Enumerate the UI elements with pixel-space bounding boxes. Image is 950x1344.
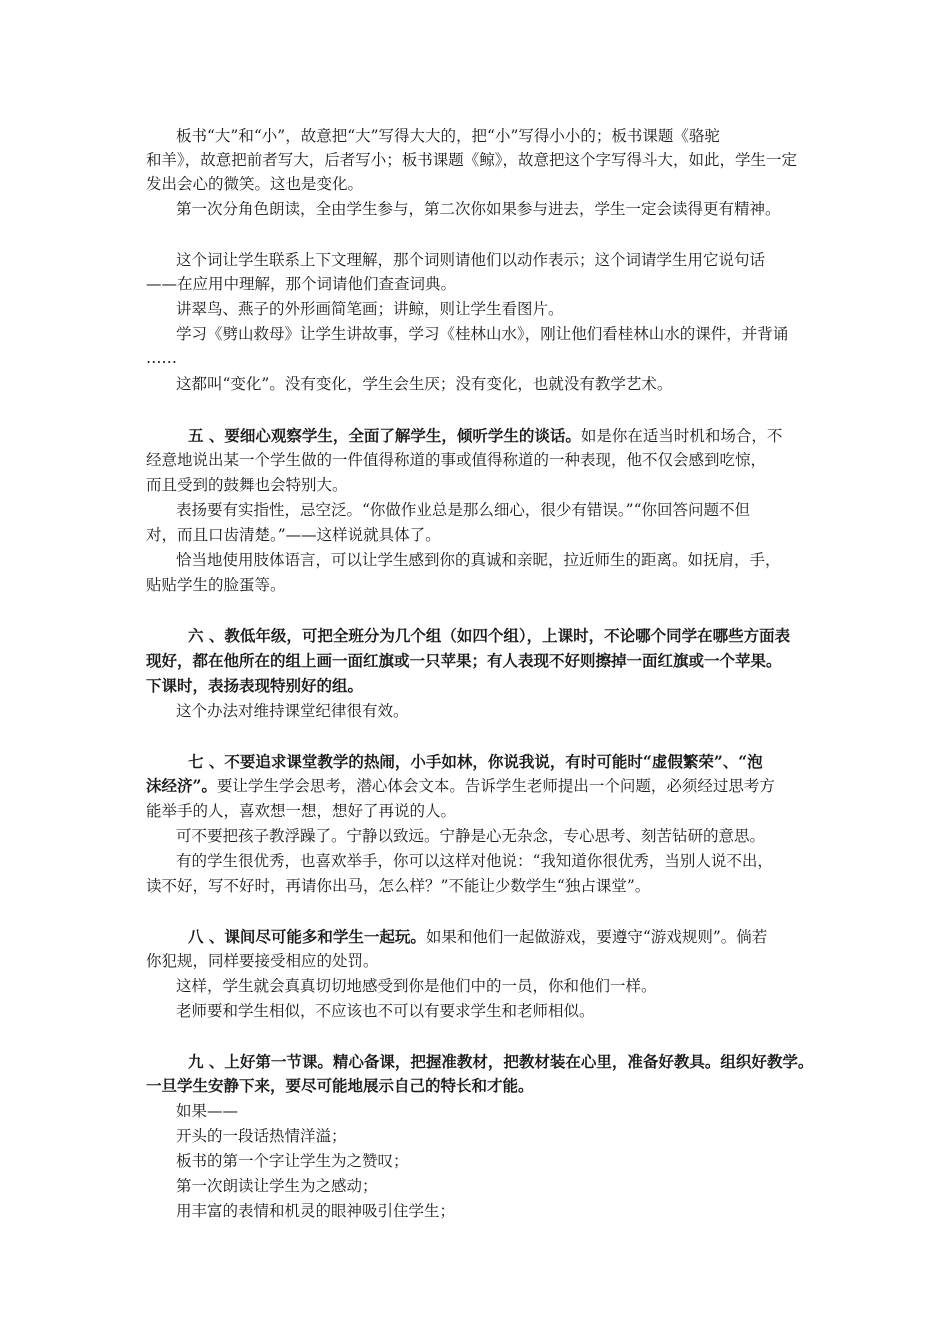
- text-line: 这都叫“变化”。没有变化，学生会生厌；没有变化，也就没有教学艺术。: [176, 375, 673, 393]
- text-line: 对，而且口齿清楚。”——这样说就具体了。: [146, 526, 441, 544]
- section-5-line: [188, 424, 826, 448]
- text-line: 老师要和学生相似，不应该也不可以有要求学生和老师相似。: [176, 1002, 595, 1020]
- text-line: 读不好，写不好时，再请你出马，怎么样？”不能让少数学生“独占课堂”。: [146, 877, 651, 895]
- text-line: 第一次分角色朗读，全由学生参与，第二次你如果参与进去，学生一定会读得更有精神。: [176, 200, 781, 218]
- text-line: 讲翠鸟、燕子的外形画简笔画；讲鲸，则让学生看图片。: [176, 300, 564, 318]
- text-line: 能举手的人，喜欢想一想，想好了再说的人。: [146, 802, 457, 820]
- text-line: 如果和他们一起做游戏，要遵守“游戏规则”。倘若: [425, 928, 768, 946]
- section-6-heading: 六 、教低年级，可把全班分为几个组（如四个组），上课时，不论哪个同学在哪些方面表: [188, 626, 791, 645]
- text-line: 要让学生学会思考，潜心体会文本。告诉学生老师提出一个问题，必须经过思考方: [216, 777, 775, 795]
- section-9-heading: 九 、上好第一节课。精心备课，把握准教材，把教材装在心里，准备好教具。组织好教学。: [188, 1052, 814, 1071]
- section-7-heading: 七 、不要追求课堂教学的热闹，小手如林，你说我说，有时可能时“虚假繁荣”、“泡: [188, 752, 763, 771]
- section-8-heading: 八 、课间尽可能多和学生一起玩。: [188, 927, 426, 946]
- text-line: 如是你在适当时机和场合，不: [580, 427, 783, 445]
- text-line: 板书的第一个字让学生为之赞叹；: [176, 1152, 409, 1170]
- text-line: 有的学生很优秀，也喜欢举手，你可以这样对他说：“我知道你很优秀，当别人说不出，: [176, 852, 773, 870]
- text-line: 发出会心的微笑。这也是变化。: [146, 175, 364, 193]
- text-line: 学习《劈山救母》让学生讲故事，学习《桂林山水》，刚让他们看桂林山水的课件，并背诵: [176, 325, 789, 343]
- text-line: 经意地说出某一个学生做的一件值得称道的事或值得称道的一种表现，他不仅会感到吃惊，: [146, 451, 767, 469]
- section-8-line: [188, 925, 826, 949]
- text-line: 这样，学生就会真真切切地感受到你是他们中的一员，你和他们一样。: [176, 977, 657, 995]
- text-line: 和羊》，故意把前者写大，后者写小；板书课题《鲸》，故意把这个字写得斗大，如此，学生一定: [146, 151, 798, 169]
- section-9-heading: 一旦学生安静下来，要尽可能地展示自己的特长和才能。: [146, 1076, 534, 1095]
- text-line: 开头的一段话热情洋溢；: [176, 1127, 347, 1145]
- text-line: 表扬要有实指性，忌空泛。“你做作业总是那么细心，很少有错误。”“你回答问题不但: [176, 501, 751, 519]
- text-line: 你犯规，同样要接受相应的处罚。: [146, 952, 379, 970]
- text-line: ——在应用中理解，那个词请他们查查词典。: [146, 275, 457, 293]
- text-line: 贴贴学生的脸蛋等。: [146, 576, 286, 594]
- section-7-line: [146, 774, 826, 798]
- text-line: 这个词让学生联系上下文理解，那个词则请他们以动作表示；这个词请学生用它说句话: [176, 251, 766, 269]
- section-6-heading: 下课时，表扬表现特别好的组。: [146, 676, 364, 695]
- text-line: 这个办法对维持课堂纪律很有效。: [176, 702, 409, 720]
- section-7-heading: 沫经济”。: [146, 776, 217, 795]
- section-6-heading: 现好，都在他所在的组上画一面红旗或一只苹果；有人表现不好则擦掉一面红旗或一个苹果。: [146, 651, 782, 670]
- text-line: ……: [146, 349, 177, 367]
- text-line: 可不要把孩子教浮躁了。宁静以致远。宁静是心无杂念，专心思考、刻苦钻研的意思。: [176, 827, 766, 845]
- text-line: 用丰富的表情和机灵的眼神吸引住学生；: [176, 1202, 456, 1220]
- text-line: 而且受到的鼓舞也会特别大。: [146, 476, 348, 494]
- text-line: 如果——: [176, 1102, 239, 1120]
- section-5-heading: 五 、要细心观察学生，全面了解学生，倾听学生的谈话。: [188, 426, 581, 445]
- text-line: 板书“大”和“小”，故意把“大”写得大大的，把“小”写得小小的；板书课题《骆驼: [176, 127, 720, 145]
- text-line: 恰当地使用肢体语言，可以让学生感到你的真诚和亲昵，拉近师生的距离。如抚肩，手，: [176, 551, 781, 569]
- text-line: 第一次朗读让学生为之感动；: [176, 1177, 378, 1195]
